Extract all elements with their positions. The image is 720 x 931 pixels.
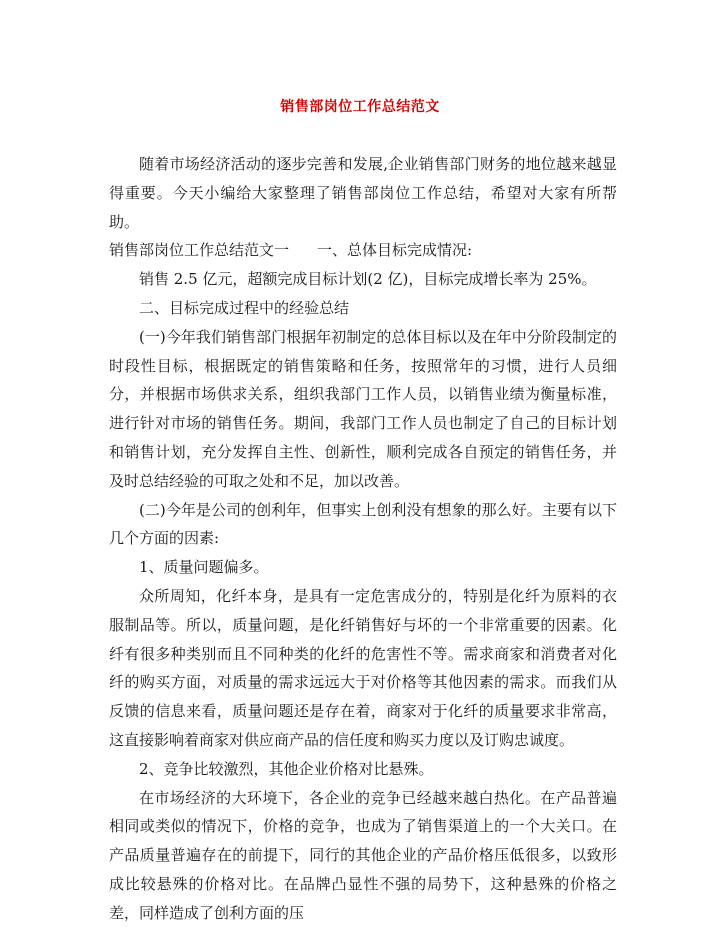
document-body: [109, 150, 617, 928]
factor-1-title: 1、质量问题偏多。: [139, 558, 269, 577]
intro-paragraph: 随着市场经济活动的逐步完善和发展,企业销售部门财务的地位越来越显得重要。今天小编给大家整理了销售部岗位工作总结，希望对大家有所帮助。: [109, 155, 617, 231]
factor-2-body: 在市场经济的大环境下，各企业的竞争已经越来越白热化。在产品普遍相同或类似的情况下，价格的竞争，也成为了销售渠道上的一个大关口。在产品质量普遍存在的前提下，同行的其他企业的产品价格压低很多，以致形成比较悬殊的价格对比。在品牌凸显性不强的局势下，这种悬殊的价格之差，同样造成了创利方面的压: [109, 788, 617, 922]
experience-paragraph-1: (一)今年我们销售部门根据年初制定的总体目标以及在年中分阶段制定的时段性目标，根据既定的销售策略和任务，按照常年的习惯，进行人员细分，并根据市场供求关系，组织我部门工作人员，以销售业绩为衡量标准，进行针对市场的销售任务。期间，我部门工作人员也制定了自己的目标计划和销售计划，充分发挥自主性、创新性，顺利完成各自预定的销售任务，并及时总结经验的可取之处和不足，加以改善。: [109, 327, 617, 490]
heading-overall-goal: 一、总体目标完成情况:: [317, 241, 473, 260]
factor-1-body: 众所周知，化纤本身，是具有一定危害成分的，特别是化纤为原料的衣服制品等。所以，质量问题，是化纤销售好与坏的一个非常重要的因素。化纤有很多种类别而且不同种类的化纤的危害性不等。需求商家和消费者对化纤的购买方面，对质量的需求远远大于对价格等其他因素的需求。而我们从反馈的信息来看，质量问题还是存在着，商家对于化纤的质量要求非常高，这直接影响着商家对供应商产品的信任度和购买力度以及订购忠诚度。: [109, 586, 617, 749]
target-paragraph: 销售 2.5 亿元，超额完成目标计划(2 亿)，目标完成增长率为 25%。: [139, 270, 597, 289]
section-label: 销售部岗位工作总结范文一: [109, 241, 290, 260]
heading-experience: 二、目标完成过程中的经验总结: [139, 298, 350, 317]
section-line: [109, 236, 617, 265]
experience-paragraph-2: (二)今年是公司的创利年，但事实上创利没有想象的那么好。主要有以下几个方面的因素:: [109, 500, 617, 548]
factor-2-title: 2、竞争比较激烈，其他企业价格对比悬殊。: [139, 759, 434, 778]
document-title: 销售部岗位工作总结范文: [280, 99, 440, 115]
